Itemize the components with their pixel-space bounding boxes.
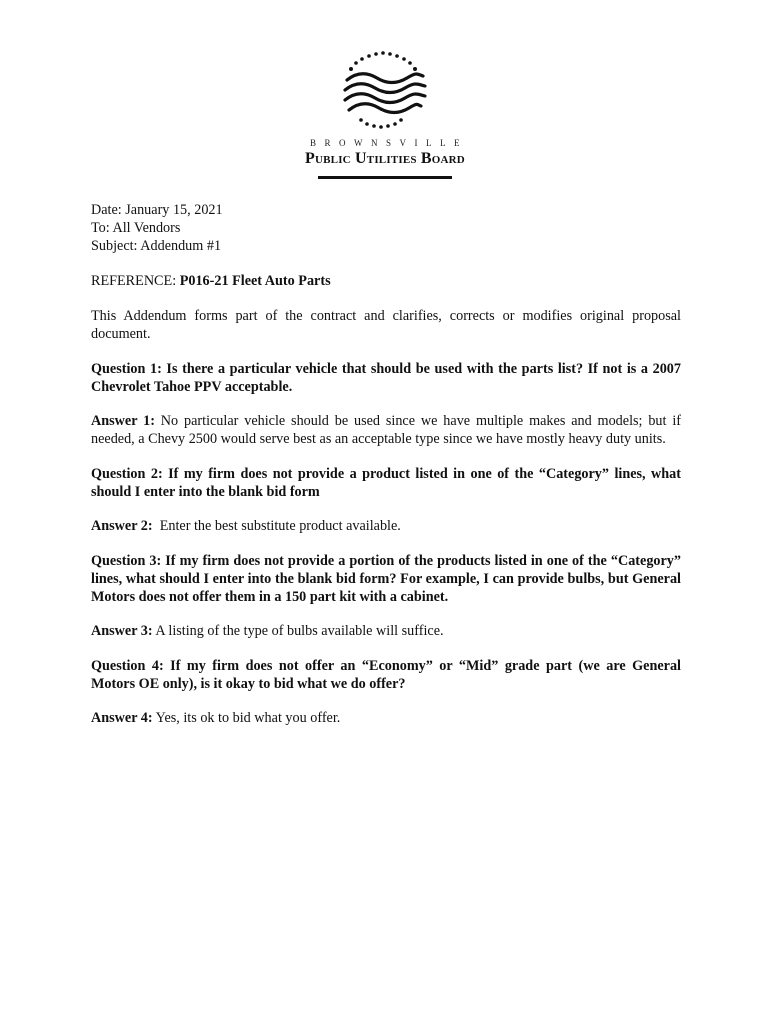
reference-label: REFERENCE: <box>91 273 180 289</box>
date-line: Date: January 15, 2021 <box>91 202 223 218</box>
answer-label: Answer 3: <box>91 623 153 639</box>
answer-text: Yes, its ok to bid what you offer. <box>152 710 341 726</box>
answer-2 <box>91 517 681 535</box>
answer-label: Answer 2: <box>91 518 153 534</box>
intro-paragraph: This Addendum forms part of the contract and clarifies, corrects or modifies original proposal document. <box>91 308 681 342</box>
answer-text: Enter the best substitute product available. <box>152 518 401 534</box>
document-body <box>91 201 681 727</box>
answer-4 <box>91 709 681 727</box>
water-logo-icon <box>331 48 439 134</box>
question-2: Question 2: If my firm does not provide a product listed in one of the “Category” lines, what should I enter into the blank bid form <box>91 466 681 500</box>
answer-label: Answer 1: <box>91 413 155 429</box>
question-1: Question 1: Is there a particular vehicle that should be used with the parts list? If not is a 2007 Chevrolet Tahoe PPV acceptable. <box>91 361 681 395</box>
to-line: To: All Vendors <box>91 220 181 236</box>
answer-1 <box>91 412 681 448</box>
answer-3 <box>91 622 681 640</box>
reference-value: P016-21 Fleet Auto Parts <box>179 273 331 289</box>
answer-text: A listing of the type of bulbs available will suffice. <box>152 623 444 639</box>
letterhead-divider <box>318 176 452 179</box>
answer-text: No particular vehicle should be used since we have multiple makes and models; but if needed, a Chevy 2500 would serve best as an acceptable type since we have mostly heavy duty units. <box>91 413 682 447</box>
org-name-large: Public Utilities Board <box>305 150 465 167</box>
question-4: Question 4: If my firm does not offer an “Economy” or “Mid” grade part (we are General Motors OE only), is it okay to bid what we do offer? <box>91 658 681 692</box>
org-name-small: BROWNSVILLE <box>310 138 468 148</box>
reference-line <box>91 272 681 290</box>
subject-line: Subject: Addendum #1 <box>91 238 222 254</box>
answer-label: Answer 4: <box>91 710 153 726</box>
question-3: Question 3: If my firm does not provide a portion of the products listed in one of the “Category” lines, what should I enter into the blank bid form? For example, I can provide bulbs, but General Motors does not offer them in a 150 part kit with a cabinet. <box>91 553 681 605</box>
